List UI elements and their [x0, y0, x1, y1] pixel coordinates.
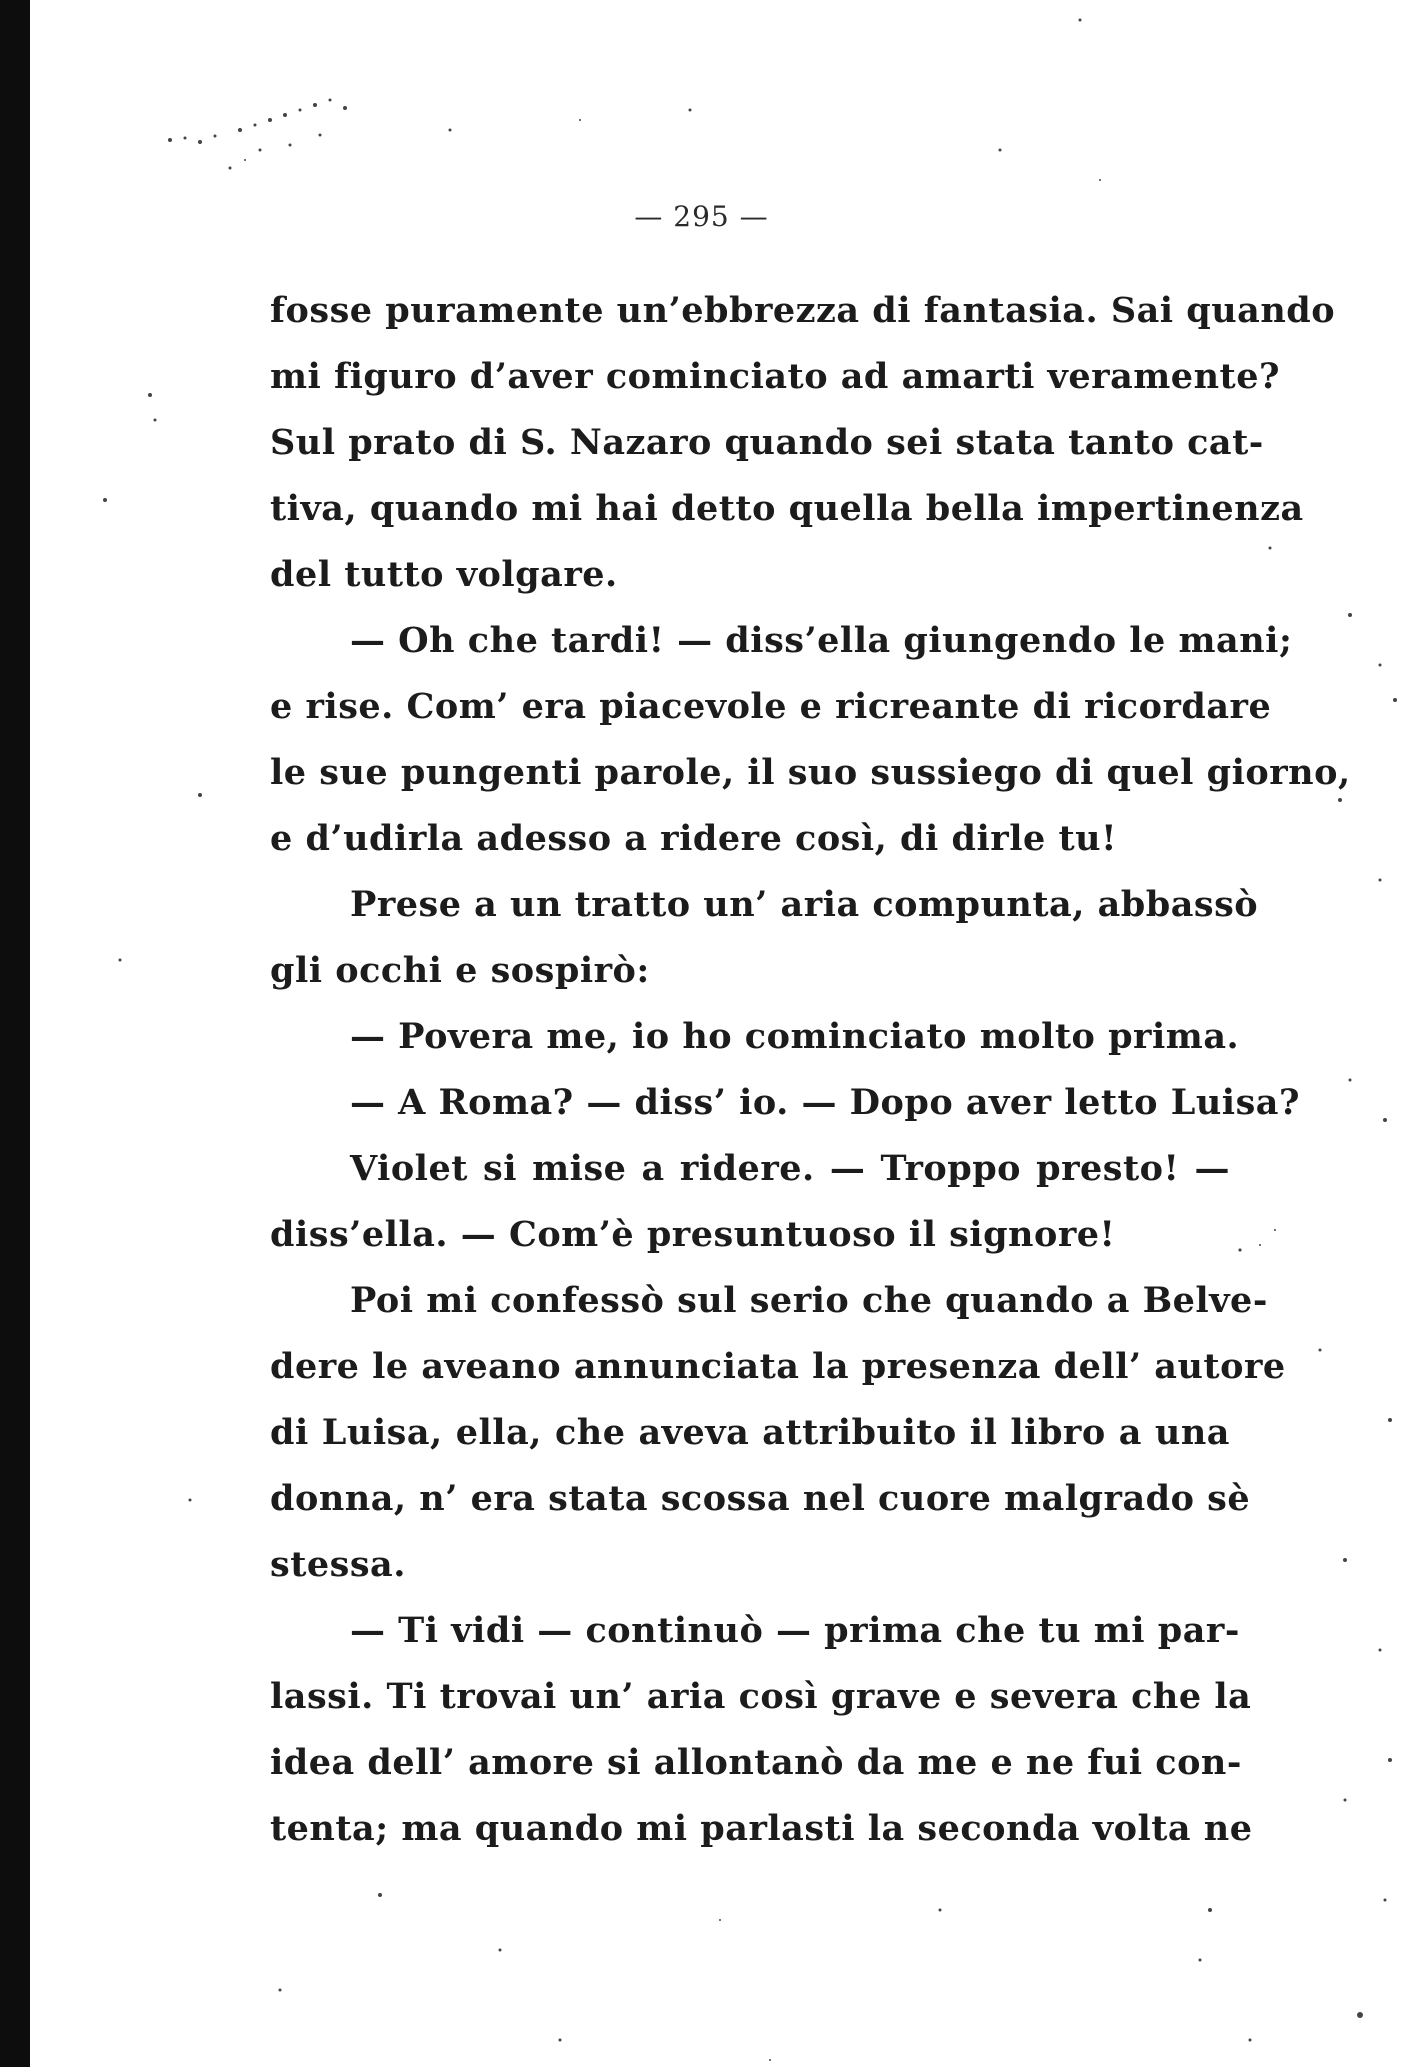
page-number: — 295 — [634, 200, 769, 233]
text-line: e d’udirla adesso a ridere così, di dirle tu! [270, 818, 1117, 859]
text-line: del tutto volgare. [270, 554, 618, 595]
text-line: Poi mi confessò sul serio che quando a Belve- [350, 1280, 1268, 1321]
text-line: tenta; ma quando mi parlasti la seconda volta ne [270, 1808, 1253, 1849]
text-line: di Luisa, ella, che aveva attribuito il libro a una [270, 1412, 1230, 1453]
text-line: lassi. Ti trovai un’ aria così grave e severa che la [270, 1676, 1252, 1717]
text-line: tiva, quando mi hai detto quella bella impertinenza [270, 488, 1304, 529]
binding-edge [0, 0, 30, 2067]
text-line: donna, n’ era stata scossa nel cuore malgrado sè [270, 1478, 1251, 1519]
text-line: dere le aveano annunciata la presenza dell’ autore [270, 1346, 1286, 1387]
text-line: Sul prato di S. Nazaro quando sei stata tanto cat- [270, 422, 1264, 463]
text-line: le sue pungenti parole, il suo sussiego di quel giorno, [270, 752, 1351, 793]
body-text [270, 278, 1351, 1862]
text-line: Prese a un tratto un’ aria compunta, abbassò [350, 884, 1259, 925]
text-line: gli occhi e sospirò: [270, 950, 650, 991]
text-line: stessa. [270, 1544, 406, 1585]
text-line: — Ti vidi — continuò — prima che tu mi par- [350, 1610, 1240, 1651]
text-line: fosse puramente un’ebbrezza di fantasia. Sai quando [270, 290, 1336, 331]
text-line: — Povera me, io ho cominciato molto prima. [350, 1016, 1240, 1057]
text-line: diss’ella. — Com’è presuntuoso il signore! [270, 1214, 1116, 1255]
text-line: Violet si mise a ridere. — Troppo presto! — [350, 1148, 1230, 1189]
text-line: e rise. Com’ era piacevole e ricreante di ricordare [270, 686, 1272, 727]
text-line: idea dell’ amore si allontanò da me e ne fui con- [270, 1742, 1242, 1783]
text-line: — A Roma? — diss’ io. — Dopo aver letto Luisa? [350, 1082, 1300, 1123]
text-line: — Oh che tardi! — diss’ella giungendo le mani; [350, 620, 1293, 661]
text-line: mi figuro d’aver cominciato ad amarti veramente? [270, 356, 1280, 397]
